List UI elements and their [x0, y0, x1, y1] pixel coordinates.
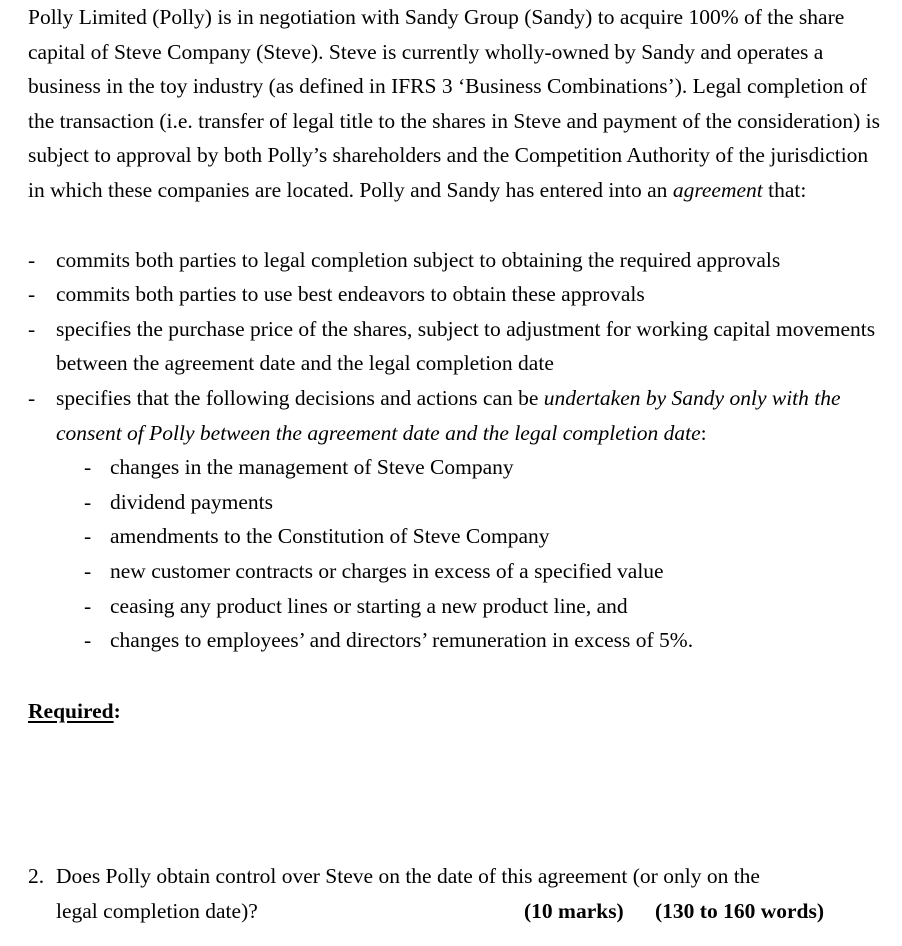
- list-item-text: specifies that the following decisions and actions can be: [56, 385, 544, 410]
- intro-text-end: that:: [762, 177, 807, 202]
- sub-list-item-text: changes to employees’ and directors’ remuneration in excess of 5%.: [110, 628, 694, 653]
- word-count-label: (130 to 160 words): [655, 898, 824, 923]
- required-label: Required: [28, 698, 114, 723]
- dash-bullet: -: [84, 593, 92, 618]
- question-line: [28, 894, 848, 929]
- sub-list-item-text: dividend payments: [110, 489, 274, 514]
- list-item-text: commits both parties to use best endeavors to obtain these approvals: [56, 282, 645, 307]
- list-item-text: specifies the purchase price of the shares, subject to adjustment for working capital movements between the agreement date and the legal completion date: [56, 316, 876, 376]
- question-text: Does Polly obtain control over Steve on the date of this agreement (or only on the: [56, 864, 760, 888]
- list-item: [28, 312, 888, 381]
- dash-bullet: -: [84, 628, 92, 653]
- sub-list-item-text: amendments to the Constitution of Steve Company: [110, 524, 550, 549]
- dash-bullet: -: [84, 455, 92, 480]
- list-item: [28, 277, 888, 312]
- list-item: [28, 243, 888, 278]
- intro-paragraph: [28, 0, 888, 208]
- list-item-text: commits both parties to legal completion subject to obtaining the required approvals: [56, 247, 781, 272]
- dash-bullet: -: [28, 247, 36, 272]
- intro-text: Polly Limited (Polly) is in negotiation with Sandy Group (Sandy) to acquire 100% of the share capital of Steve Company (Steve). Steve is currently wholly-owned by Sandy and operates a business in the toy industry (as defined in IFRS 3 ‘Business Combinations’). Legal completion of the transaction (i.e. transfer of legal title to the shares in Steve and payment of the consideration) is subject to approval by both Polly’s shareholders and the Competition Authority of the jurisdiction in which these companies are located. Polly and Sandy has entered into an: [28, 5, 880, 202]
- dash-bullet: -: [28, 316, 36, 341]
- list-item: [28, 381, 888, 450]
- sub-list-item: [28, 589, 888, 624]
- question-number: 2.: [28, 864, 45, 888]
- dash-bullet: -: [28, 282, 36, 307]
- question-line: [28, 859, 848, 894]
- dash-bullet: -: [84, 524, 92, 549]
- document-body: [28, 0, 888, 728]
- required-heading: [28, 694, 888, 729]
- question-text-continued: legal completion date)?: [56, 898, 258, 923]
- sub-list-item: [28, 554, 888, 589]
- question-block: [28, 859, 848, 928]
- sub-list-item: [28, 623, 888, 658]
- dash-bullet: -: [28, 385, 36, 410]
- list-item-colon: :: [700, 420, 707, 445]
- sub-list-item: [28, 519, 888, 554]
- sub-list-item: [28, 450, 888, 485]
- sub-list-item-text: new customer contracts or charges in excess of a specified value: [110, 558, 664, 583]
- dash-bullet: -: [84, 489, 92, 514]
- intro-emphasis: agreement: [672, 177, 763, 202]
- sub-list-item-text: changes in the management of Steve Company: [110, 455, 514, 480]
- sub-list-item-text: ceasing any product lines or starting a new product line, and: [110, 593, 628, 618]
- dash-bullet: -: [84, 558, 92, 583]
- sub-list-item: [28, 485, 888, 520]
- required-colon: :: [113, 698, 121, 723]
- agreement-terms-list: [28, 243, 888, 658]
- list-item-emphasis: undertaken by Sandy only with the consent of Polly between the agreement date and the legal completion date: [56, 385, 841, 445]
- marks-label: (10 marks): [524, 898, 624, 923]
